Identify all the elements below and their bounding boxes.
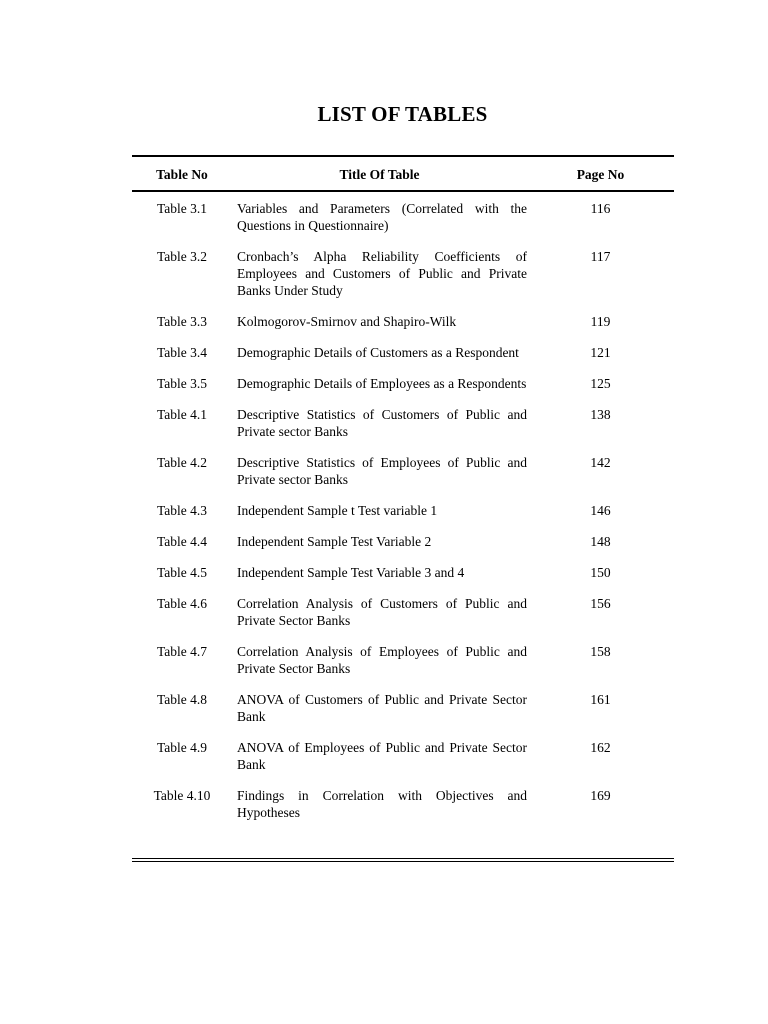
row-table-no: Table 4.5 — [156, 565, 208, 580]
table-row — [132, 502, 674, 533]
row-title: Descriptive Statistics of Employees of Public and Private sector Banks — [237, 455, 527, 487]
header-title: Title Of Table — [339, 167, 420, 182]
row-title: Correlation Analysis of Customers of Public and Private Sector Banks — [237, 596, 527, 628]
row-table-no: Table 3.2 — [156, 249, 208, 264]
row-table-no: Table 3.4 — [156, 345, 208, 360]
row-title: Variables and Parameters (Correlated with the Questions in Questionnaire) — [237, 201, 527, 233]
row-title: Independent Sample t Test variable 1 — [237, 503, 438, 518]
table-row — [132, 344, 674, 375]
row-page: 169 — [590, 788, 611, 803]
row-page: 156 — [590, 596, 611, 611]
row-page: 148 — [590, 534, 611, 549]
table-row — [132, 691, 674, 739]
row-page: 119 — [590, 314, 611, 329]
table-row — [132, 533, 674, 564]
header-table-no: Table No — [156, 167, 208, 182]
row-page: 138 — [590, 407, 611, 422]
page-title: LIST OF TABLES — [317, 102, 488, 126]
row-title: Findings in Correlation with Objectives and Hypotheses — [237, 788, 527, 820]
row-title: Cronbach’s Alpha Reliability Coefficients of Employees and Customers of Public and Private Banks Under Study — [237, 249, 527, 298]
row-page: 121 — [590, 345, 611, 360]
table-row — [132, 787, 674, 826]
list-of-tables — [132, 155, 674, 826]
row-page: 146 — [590, 503, 611, 518]
bottom-double-rule — [132, 858, 674, 862]
row-title: ANOVA of Customers of Public and Private Sector Bank — [237, 692, 527, 724]
row-title: Descriptive Statistics of Customers of Public and Private sector Banks — [237, 407, 527, 439]
row-table-no: Table 4.7 — [156, 644, 208, 659]
row-page: 158 — [590, 644, 611, 659]
table-row — [132, 313, 674, 344]
table-header-row — [132, 156, 674, 191]
table-row — [132, 643, 674, 691]
row-page: 117 — [590, 249, 611, 264]
row-table-no: Table 4.8 — [156, 692, 208, 707]
row-table-no: Table 4.10 — [153, 788, 211, 803]
row-page: 162 — [590, 740, 611, 755]
row-page: 150 — [590, 565, 611, 580]
table-row — [132, 191, 674, 248]
table-row — [132, 248, 674, 313]
row-table-no: Table 4.3 — [156, 503, 208, 518]
table-row — [132, 454, 674, 502]
row-title: Independent Sample Test Variable 2 — [237, 534, 432, 549]
row-title: Independent Sample Test Variable 3 and 4 — [237, 565, 465, 580]
row-table-no: Table 4.1 — [156, 407, 208, 422]
row-table-no: Table 3.1 — [156, 201, 208, 216]
row-table-no: Table 3.3 — [156, 314, 208, 329]
table-row — [132, 375, 674, 406]
table-row — [132, 406, 674, 454]
table-row — [132, 564, 674, 595]
row-page: 142 — [590, 455, 611, 470]
row-table-no: Table 3.5 — [156, 376, 208, 391]
table-row — [132, 595, 674, 643]
row-table-no: Table 4.9 — [156, 740, 208, 755]
header-page-no: Page No — [576, 167, 625, 182]
row-page: 116 — [590, 201, 611, 216]
row-title: Demographic Details of Employees as a Respondents — [237, 376, 527, 391]
row-title: Correlation Analysis of Employees of Public and Private Sector Banks — [237, 644, 527, 676]
row-table-no: Table 4.6 — [156, 596, 208, 611]
row-table-no: Table 4.2 — [156, 455, 208, 470]
row-title: ANOVA of Employees of Public and Private Sector Bank — [237, 740, 527, 772]
row-page: 125 — [590, 376, 611, 391]
row-title: Demographic Details of Customers as a Respondent — [237, 345, 519, 360]
row-title: Kolmogorov-Smirnov and Shapiro-Wilk — [237, 314, 457, 329]
row-page: 161 — [590, 692, 611, 707]
row-table-no: Table 4.4 — [156, 534, 208, 549]
table-row — [132, 739, 674, 787]
